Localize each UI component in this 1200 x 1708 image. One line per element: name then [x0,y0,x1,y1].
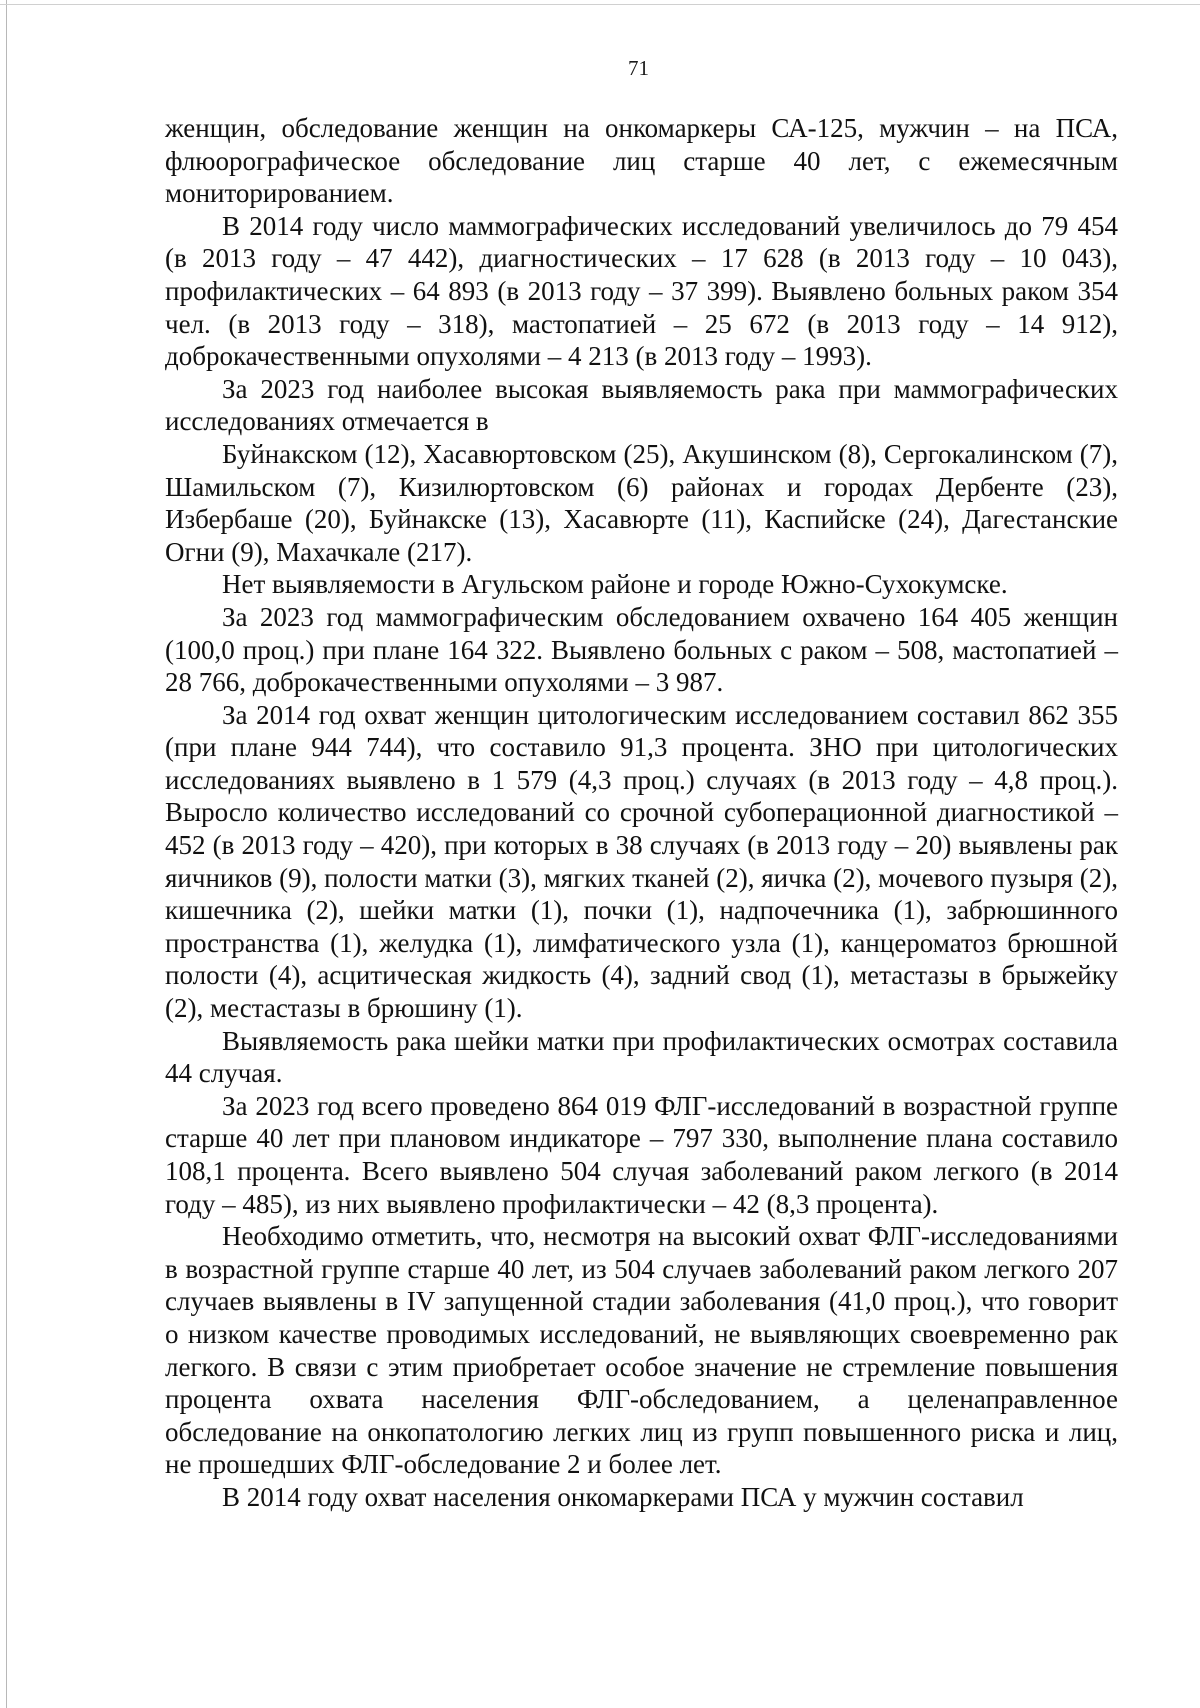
paragraph: Выявляемость рака шейки матки при профилактических осмотрах составила 44 случая. [165,1025,1118,1089]
page-edge-left [6,0,7,1708]
paragraph: В 2014 году охват населения онкомаркерами ПСА у мужчин составил [222,1481,1024,1512]
paragraph: За 2023 год всего проведено 864 019 ФЛГ-исследований в возрастной группе старше 40 лет при плановом индикаторе – 797 330, выполнение плана составило 108,1 процента. Всего выявлено 504 случая заболеваний раком легкого (в 2014 году – 485), из них выявлено профилактически – 42 (8,3 процента). [165,1090,1118,1219]
paragraph: За 2023 год маммографическим обследованием охвачено 164 405 женщин (100,0 проц.) при плане 164 322. Выявлено больных с раком – 508, мастопатией – 28 766, доброкачественными опухолями – 3 987. [165,601,1118,698]
page-edge-top [0,4,1200,5]
paragraph: Буйнакском (12), Хасавюртовском (25), Акушинском (8), Сергокалинском (7), Шамильском (7), Кизилюртовском (6) районах и городах Дербенте (23), Избербаше (20), Буйнакске (13), Хасавюрте (11), Каспийске (24), Дагестанские Огни (9), Махачкале (217). [165,438,1118,567]
page-number: 71 [628,56,649,80]
paragraph: женщин, обследование женщин на онкомаркеры СА-125, мужчин – на ПСА, флюорографическое обследование лиц старше 40 лет, с ежемесячным мониторированием. [165,113,1118,209]
paragraph: Необходимо отметить, что, несмотря на высокий охват ФЛГ-исследованиями в возрастной группе старше 40 лет, из 504 случаев заболеваний раком легкого 207 случаев выявлены в IV запущенной стадии заболевания (41,0 проц.), что говорит о низком качестве проводимых исследований, не выявляющих своевременно рак легкого. В связи с этим приобретает особое значение не стремление повышения процента охвата населения ФЛГ-обследованием, а целенаправленное обследование на онкопатологию легких лиц из групп повышенного риска и лиц, не прошедших ФЛГ-обследование 2 и более лет. [165,1221,1118,1480]
paragraph: За 2014 год охват женщин цитологическим исследованием составил 862 355 (при плане 944 744), что составило 91,3 процента. ЗНО при цитологических исследованиях выявлено в 1 579 (4,3 проц.) случаях (в 2013 году – 4,8 проц.). Выросло количество исследований со срочной субоперационной диагностикой – 452 (в 2013 году – 420), при которых в 38 случаях (в 2013 году – 20) выявлены рак яичников (9), полости матки (3), мягких тканей (2), яичка (2), мочевого пузыря (2), кишечника (2), шейки матки (1), почки (1), надпочечника (1), забрюшинного пространства (1), желудка (1), лимфатического узла (1), канцероматоз брюшной полости (4), асцитическая жидкость (4), задний свод (1), метастазы в брыжейку (2), местастазы в брюшину (1). [165,699,1118,1024]
paragraph: За 2023 год наиболее высокая выявляемость рака при маммографических исследованиях отмечается в [165,373,1118,437]
paragraph: Нет выявляемости в Агульском районе и городе Южно-Сухокумске. [222,569,1008,600]
document-body [165,112,1118,1514]
paragraph: В 2014 году число маммографических исследований увеличилось до 79 454 (в 2013 году – 47 442), диагностических – 17 628 (в 2013 году – 10 043), профилактических – 64 893 (в 2013 году – 37 399). Выявлено больных раком 354 чел. (в 2013 году – 318), мастопатией – 25 672 (в 2013 году – 14 912), доброкачественными опухолями – 4 213 (в 2013 году – 1993). [165,210,1118,372]
